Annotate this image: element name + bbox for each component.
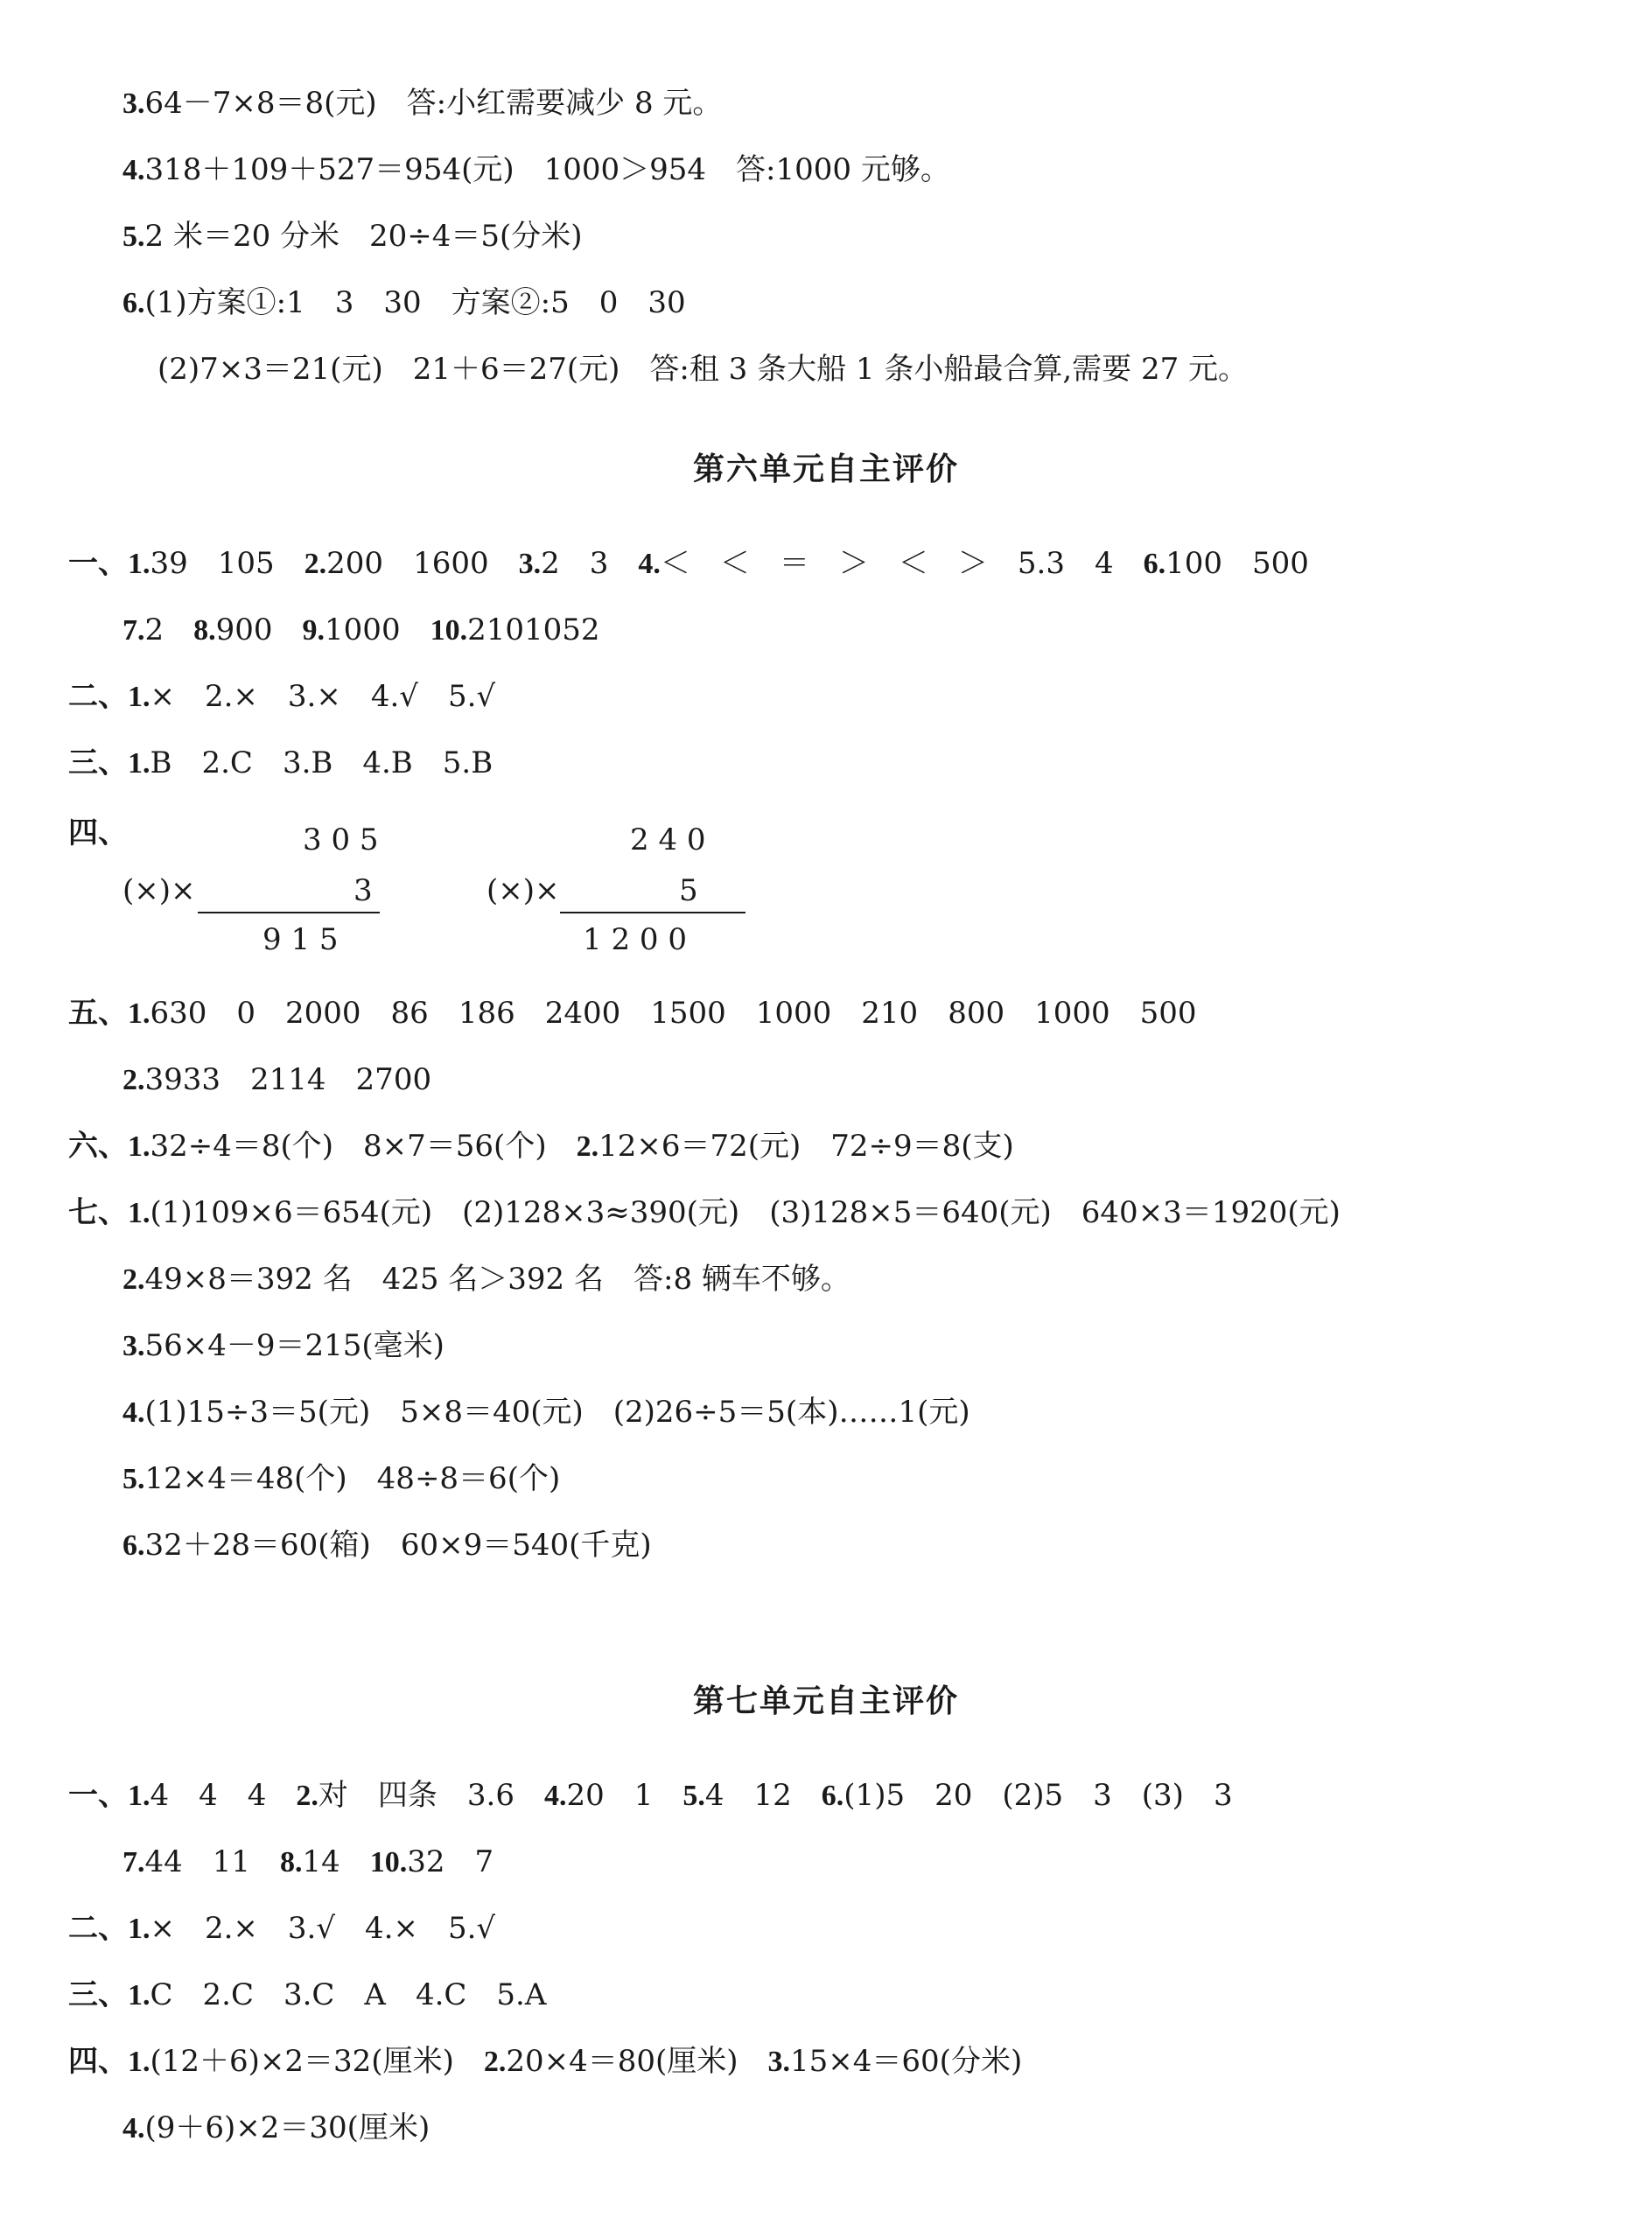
calc1-mark: (×)×: [122, 873, 196, 908]
unit6-section-7-3: 3.56×4－9＝215(毫米): [122, 1328, 444, 1363]
unit6-section-1: 一、1.39 105 2.200 1600 3.2 3 4.＜ ＜ ＝ ＞ ＜ ＞ 5.3 4 6.100 500: [68, 546, 1309, 581]
unit7-section-4-4: 4.(9＋6)×2＝30(厘米): [122, 2110, 430, 2145]
calc2-rule: [560, 912, 746, 913]
calc1-rule: [198, 912, 380, 913]
unit7-section-1: 一、1.4 4 4 2.对 四条 3.6 4.20 1 5.4 12 6.(1)5 20 (2)5 3 (3) 3: [68, 1778, 1233, 1813]
unit6-section-7-2: 2.49×8＝392 名 425 名＞392 名 答:8 辆车不够。: [122, 1262, 850, 1297]
unit6-section-7-4: 4.(1)15÷3＝5(元) 5×8＝40(元) (2)26÷5＝5(本)……1(元): [122, 1395, 970, 1430]
calc1-multiplier: 3: [354, 873, 373, 908]
unit7-section-3: 三、1.C 2.C 3.C A 4.C 5.A: [68, 1977, 547, 2012]
answer-line-6b: (2)7×3＝21(元) 21＋6＝27(元) 答:租 3 条大船 1 条小船最合算,需要 27 元。: [158, 352, 1249, 387]
unit6-section-6: 六、1.32÷4＝8(个) 8×7＝56(个) 2.12×6＝72(元) 72÷9＝8(支): [68, 1129, 1014, 1164]
calc2-mark: (×)×: [486, 873, 560, 908]
calc2-top: 2 4 0: [630, 822, 706, 857]
unit6-section-7-5: 5.12×4＝48(个) 48÷8＝6(个): [122, 1461, 561, 1496]
unit6-section-2: 二、1.× 2.× 3.× 4.√ 5.√: [68, 679, 496, 714]
unit7-section-1-cont: 7.44 11 8.14 10.32 7: [122, 1844, 494, 1879]
unit6-section-4-label: 四、: [68, 817, 128, 850]
answer-line-6: 6.(1)方案①:1 3 30 方案②:5 0 30: [122, 285, 686, 320]
unit6-section-1-cont: 7.2 8.900 9.1000 10.2101052: [122, 612, 600, 647]
unit6-section-5: 五、1.630 0 2000 86 186 2400 1500 1000 210 800 1000 500: [68, 996, 1197, 1031]
unit6-section-3: 三、1.B 2.C 3.B 4.B 5.B: [68, 745, 494, 780]
unit6-section-7-6: 6.32＋28＝60(箱) 60×9＝540(千克): [122, 1528, 652, 1563]
calc1-top: 3 0 5: [303, 822, 379, 857]
unit6-section-7-1: 七、1.(1)109×6＝654(元) (2)128×3≈390(元) (3)128×5＝640(元) 640×3＝1920(元): [68, 1195, 1340, 1230]
unit6-title: 第六单元自主评价: [692, 451, 959, 487]
answer-line-4: 4.318＋109＋527＝954(元) 1000＞954 答:1000 元够。: [122, 152, 950, 187]
calc1-result: 9 1 5: [262, 922, 339, 957]
answer-line-3: 3.64－7×8＝8(元) 答:小红需要减少 8 元。: [122, 86, 723, 121]
answer-line-5: 5.2 米＝20 分米 20÷4＝5(分米): [122, 219, 583, 254]
unit7-section-4: 四、1.(12＋6)×2＝32(厘米) 2.20×4＝80(厘米) 3.15×4＝60(分米): [68, 2044, 1023, 2079]
unit6-section-5-2: 2.3933 2114 2700: [122, 1062, 432, 1097]
calc2-multiplier: 5: [679, 873, 698, 908]
calc2-result: 1 2 0 0: [583, 922, 687, 957]
unit7-title: 第七单元自主评价: [692, 1683, 959, 1719]
unit7-section-2: 二、1.× 2.× 3.√ 4.× 5.√: [68, 1911, 496, 1946]
